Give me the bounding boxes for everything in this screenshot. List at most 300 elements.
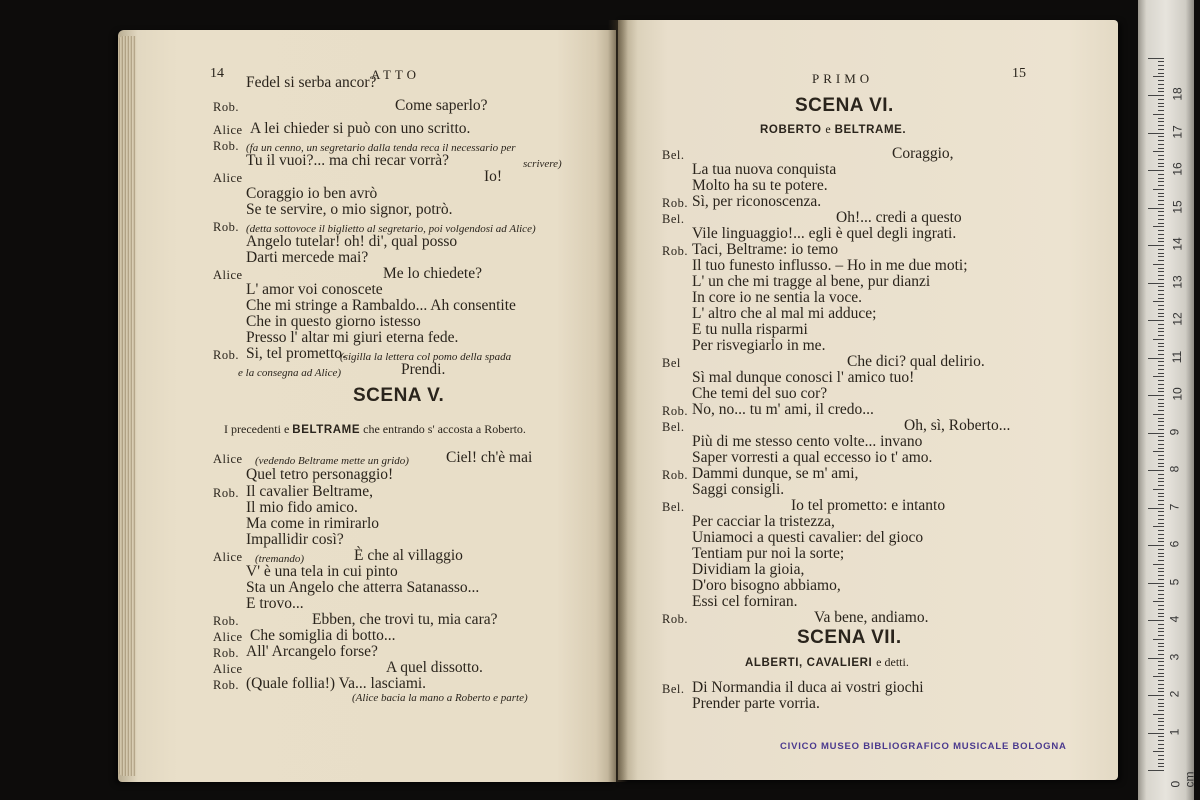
ruler-label: 0 cm [1168, 771, 1197, 788]
speaker-label: Bel [662, 356, 681, 370]
speaker-label: Rob. [662, 244, 688, 258]
ruler-tick [1153, 414, 1164, 415]
verse-line: Oh!... credi a questo [836, 209, 962, 226]
ruler-tick [1158, 298, 1164, 299]
ruler-tick [1153, 601, 1164, 602]
stage-direction: (detta sottovoce il biglietto al segretario, poi volgendosi ad Alice) [246, 223, 536, 235]
speaker-label: Alice [213, 123, 243, 137]
ruler-tick [1158, 661, 1164, 662]
verse-line: Vile linguaggio!... egli è quel degli ingrati. [692, 225, 957, 242]
ruler-tick [1158, 166, 1164, 167]
verse-line: Angelo tutelar! oh! di', qual posso [246, 233, 458, 250]
verse-line: (Quale follia!) Va... lasciami. [246, 675, 427, 692]
ruler-label: 5 [1167, 578, 1182, 585]
ruler-tick [1158, 354, 1164, 355]
ruler-tick [1158, 309, 1164, 310]
ruler-label: 10 [1170, 387, 1185, 401]
ruler-tick [1158, 290, 1164, 291]
verse-line: E trovo... [246, 595, 304, 612]
ruler-tick [1158, 399, 1164, 400]
ruler-label: 2 [1167, 690, 1182, 698]
ruler-tick [1158, 136, 1164, 137]
ruler-tick [1158, 688, 1164, 689]
ruler-tick [1153, 526, 1164, 527]
verse-line: Essi cel forniran. [692, 593, 798, 610]
ruler-tick [1158, 61, 1164, 62]
page-number-right: 15 [1012, 66, 1026, 81]
verse-line: Il cavalier Beltrame, [246, 483, 373, 500]
ruler-tick [1158, 673, 1164, 674]
ruler-tick [1148, 508, 1164, 509]
ruler-tick [1158, 680, 1164, 681]
ruler-tick [1158, 99, 1164, 100]
ruler-tick [1158, 571, 1164, 572]
ruler-tick [1153, 714, 1164, 715]
ruler-tick [1158, 219, 1164, 220]
scene-vi-heading: SCENA VI. [795, 95, 894, 116]
ruler-tick [1158, 69, 1164, 70]
verse-line: Impallidir così? [246, 531, 344, 548]
speaker-label: Rob. [213, 100, 239, 114]
speaker-label: Alice [213, 452, 243, 466]
ruler-tick [1158, 406, 1164, 407]
ruler-tick [1158, 721, 1164, 722]
ruler-tick [1148, 245, 1164, 246]
ruler-tick [1158, 305, 1164, 306]
verse-line: Che mi stringe a Rambaldo... Ah consentite [246, 297, 516, 314]
ruler-label: 15 [1170, 199, 1185, 214]
ruler-tick [1158, 579, 1164, 580]
ruler-tick [1158, 631, 1164, 632]
ruler-tick [1153, 451, 1164, 452]
ruler-tick [1158, 316, 1164, 317]
ruler-tick [1158, 155, 1164, 156]
ruler-tick [1158, 616, 1164, 617]
ruler-tick [1148, 58, 1164, 59]
verse-line: Dammi dunque, se m' ami, [692, 465, 859, 482]
ruler-tick [1153, 151, 1164, 152]
verse-line: No, no... tu m' ami, il credo... [692, 401, 874, 418]
ruler-tick [1153, 639, 1164, 640]
ruler-tick [1158, 613, 1164, 614]
ruler-tick [1158, 181, 1164, 182]
ruler-tick [1158, 84, 1164, 85]
speaker-label: Rob. [213, 646, 239, 660]
verse-line: Come saperlo? [395, 97, 488, 114]
ruler-tick [1148, 170, 1164, 171]
ruler-tick [1158, 121, 1164, 122]
ruler-tick [1158, 91, 1164, 92]
speaker-label: Bel. [662, 148, 685, 162]
scene-vi-char-a: ROBERTO [760, 124, 822, 136]
speaker-label: Alice [213, 662, 243, 676]
speaker-label: Alice [213, 630, 243, 644]
library-stamp: CIVICO MUSEO BIBLIOGRAFICO MUSICALE BOLOGNA [780, 741, 1067, 752]
ruler-label: 3 [1167, 653, 1182, 660]
ruler-tick [1158, 744, 1164, 745]
ruler-tick [1158, 515, 1164, 516]
ruler-tick [1153, 301, 1164, 302]
ruler-tick [1153, 264, 1164, 265]
verse-line: Coraggio io ben avrò [246, 185, 378, 202]
scene-vi-and: e [825, 122, 831, 136]
stage-direction: e la consegna ad Alice) [238, 367, 342, 379]
verse-line: Prender parte vorria. [692, 695, 820, 712]
ruler-tick [1158, 343, 1164, 344]
ruler-tick [1158, 286, 1164, 287]
ruler-label: 7 [1167, 503, 1182, 510]
verse-line: Sì mal dunque conosci l' amico tuo! [692, 369, 915, 386]
ruler-tick [1158, 391, 1164, 392]
verse-line: Presso l' altar mi giuri eterna fede. [246, 329, 459, 346]
ruler-tick [1158, 118, 1164, 119]
ruler-tick [1158, 729, 1164, 730]
ruler-tick [1158, 369, 1164, 370]
ruler-tick [1153, 114, 1164, 115]
verse-line: Tu il vuoi?... ma chi recar vorrà? [246, 152, 450, 169]
ruler-tick [1148, 320, 1164, 321]
ruler-tick [1158, 628, 1164, 629]
verse-line: La tua nuova conquista [692, 161, 837, 178]
verse-line: In core io ne sentia la voce. [692, 289, 862, 306]
verse-line: V' è una tela in cui pinto [246, 563, 398, 580]
ruler-tick [1158, 335, 1164, 336]
ruler-tick [1158, 211, 1164, 212]
ruler-tick [1158, 500, 1164, 501]
ruler-tick [1158, 684, 1164, 685]
stage-direction: (vedendo Beltrame mette un grido) [255, 455, 409, 467]
verse-line: Che in questo giorno istesso [246, 313, 421, 330]
ruler-tick [1158, 466, 1164, 467]
ruler-tick [1158, 478, 1164, 479]
verse-line: Sta un Angelo che atterra Satanasso... [246, 579, 480, 596]
ruler-tick [1158, 403, 1164, 404]
ruler-tick [1158, 736, 1164, 737]
verse-line: Per risvegiarlo in me. [692, 337, 826, 354]
verse-line: Uniamoci a questi cavalier: del gioco [692, 529, 924, 546]
scene-vii-char-a: ALBERTI, CAVALIERI [745, 657, 873, 669]
speaker-label: Bel. [662, 420, 685, 434]
ruler-tick [1148, 770, 1164, 771]
ruler-label: 1 [1167, 728, 1182, 735]
scene-v-intro-pre: I precedenti e [224, 422, 290, 436]
ruler-tick [1158, 511, 1164, 512]
ruler-tick [1148, 395, 1164, 396]
ruler-tick [1158, 271, 1164, 272]
ruler-tick [1158, 481, 1164, 482]
ruler-tick [1158, 586, 1164, 587]
ruler-label: 6 [1167, 540, 1182, 548]
ruler-tick [1158, 609, 1164, 610]
ruler-tick [1158, 474, 1164, 475]
speaker-label: Rob. [213, 614, 239, 628]
ruler-tick [1153, 751, 1164, 752]
verse-line: Che temi del suo cor? [692, 385, 828, 402]
ruler-tick [1158, 200, 1164, 201]
ruler-tick [1153, 564, 1164, 565]
speaker-label: Rob. [213, 486, 239, 500]
ruler-tick [1158, 331, 1164, 332]
ruler-label: 17 [1170, 124, 1185, 139]
speaker-label: Bel. [662, 682, 685, 696]
ruler-tick [1153, 376, 1164, 377]
ruler-tick [1158, 553, 1164, 554]
ruler-label: 12 [1170, 312, 1185, 326]
ruler-tick [1148, 733, 1164, 734]
verse-line: Ma come in rimirarlo [246, 515, 379, 532]
ruler-tick [1158, 163, 1164, 164]
verse-line: Che somiglia di botto... [250, 627, 396, 644]
ruler-tick [1158, 519, 1164, 520]
verse-line: Ciel! ch'è mai [446, 449, 533, 466]
ruler-tick [1158, 324, 1164, 325]
verse-line: Taci, Beltrame: io temo [692, 241, 839, 258]
speaker-label: Rob. [662, 468, 688, 482]
ruler-tick [1158, 523, 1164, 524]
ruler-tick [1158, 429, 1164, 430]
ruler-tick [1158, 268, 1164, 269]
ruler-tick [1158, 65, 1164, 66]
speaker-label: Rob. [213, 678, 239, 692]
ruler-tick [1158, 575, 1164, 576]
ruler-label: 8 [1167, 465, 1182, 473]
ruler-tick [1158, 485, 1164, 486]
ruler-tick [1158, 740, 1164, 741]
verse-line: Me lo chiedete? [383, 265, 482, 282]
verse-line: Sì, per riconoscenza. [692, 193, 822, 210]
speaker-label: Alice [213, 550, 243, 564]
scene-vii-heading: SCENA VII. [797, 627, 902, 648]
ruler-label: 18 [1170, 87, 1185, 101]
verse-line: Darti mercede mai? [246, 249, 369, 266]
speaker-label: Alice [213, 171, 243, 185]
ruler-tick [1158, 421, 1164, 422]
verse-line: Il mio fido amico. [246, 499, 358, 516]
ruler-tick [1158, 530, 1164, 531]
ruler-tick [1158, 110, 1164, 111]
ruler-label: 9 [1167, 428, 1182, 435]
ruler-tick [1158, 373, 1164, 374]
ruler-tick [1158, 541, 1164, 542]
ruler-tick [1158, 725, 1164, 726]
ruler-tick [1158, 410, 1164, 411]
ruler-tick [1148, 208, 1164, 209]
stage-direction: (sigilla la lettera col pomo della spada [340, 351, 512, 363]
ruler-tick [1158, 241, 1164, 242]
ruler-tick [1148, 620, 1164, 621]
ruler-tick [1158, 436, 1164, 437]
verse-line: È che al villaggio [354, 547, 463, 564]
ruler-tick [1148, 583, 1164, 584]
ruler-tick [1158, 425, 1164, 426]
scene-v-intro [224, 421, 526, 438]
ruler-tick [1158, 665, 1164, 666]
running-head-left: ATTO [371, 67, 420, 82]
ruler-tick [1153, 339, 1164, 340]
verse-line: Il tuo funesto influsso. – Ho in me due moti; [692, 257, 968, 274]
stage-direction: (fa un cenno, un segretario dalla tenda reca il necessario per [246, 142, 516, 154]
ruler-tick [1153, 226, 1164, 227]
ruler-tick [1158, 361, 1164, 362]
ruler-tick [1148, 545, 1164, 546]
ruler-tick [1158, 440, 1164, 441]
ruler-tick [1158, 106, 1164, 107]
ruler-tick [1158, 418, 1164, 419]
ruler-tick [1158, 148, 1164, 149]
ruler-tick [1158, 144, 1164, 145]
ruler-tick [1158, 703, 1164, 704]
ruler-tick [1158, 444, 1164, 445]
ruler-tick [1148, 433, 1164, 434]
ruler-tick [1158, 328, 1164, 329]
ruler-tick [1158, 174, 1164, 175]
ruler-tick [1158, 103, 1164, 104]
ruler-tick [1158, 748, 1164, 749]
ruler-tick [1148, 695, 1164, 696]
ruler-tick [1158, 463, 1164, 464]
ruler-tick [1158, 380, 1164, 381]
ruler-tick [1158, 253, 1164, 254]
verse-line: D'oro bisogno abbiamo, [692, 577, 841, 594]
speaker-label: Rob. [213, 348, 239, 362]
scene-vii-characters [745, 654, 909, 671]
ruler-tick [1158, 294, 1164, 295]
verse-line: All' Arcangelo forse? [246, 643, 378, 660]
verse-line: Molto ha su te potere. [692, 177, 828, 194]
page-number-left: 14 [210, 66, 224, 81]
ruler-tick [1158, 560, 1164, 561]
ruler-tick [1158, 534, 1164, 535]
ruler-tick [1158, 496, 1164, 497]
verse-line: Per cacciar la tristezza, [692, 513, 835, 530]
ruler-tick [1158, 755, 1164, 756]
ruler-tick [1158, 140, 1164, 141]
ruler-tick [1158, 594, 1164, 595]
ruler-tick [1158, 718, 1164, 719]
verse-line: Tentiam pur noi la sorte; [692, 545, 845, 562]
ruler-tick [1158, 635, 1164, 636]
ruler-tick [1158, 80, 1164, 81]
ruler-label: 14 [1170, 237, 1185, 251]
verse-line: L' un che mi tragge al bene, pur dianzi [692, 273, 931, 290]
ruler-tick [1158, 159, 1164, 160]
ruler-tick [1158, 504, 1164, 505]
ruler-tick [1158, 196, 1164, 197]
speaker-label: Bel. [662, 500, 685, 514]
ruler-tick [1148, 283, 1164, 284]
ruler-tick [1153, 76, 1164, 77]
ruler-tick [1158, 193, 1164, 194]
verse-line: Oh, sì, Roberto... [904, 417, 1011, 434]
ruler-label: 13 [1170, 274, 1185, 289]
running-head-right: PRIMO [812, 71, 874, 86]
ruler-tick [1158, 654, 1164, 655]
scene-vii-and: e detti. [876, 655, 909, 669]
ruler-tick [1158, 234, 1164, 235]
scene-v-heading: SCENA V. [353, 385, 445, 406]
ruler-tick [1158, 556, 1164, 557]
ruler-tick [1158, 223, 1164, 224]
ruler-tick [1158, 568, 1164, 569]
ruler-tick [1158, 710, 1164, 711]
ruler-tick [1153, 189, 1164, 190]
ruler-tick [1158, 125, 1164, 126]
ruler-tick [1158, 279, 1164, 280]
ruler-tick [1158, 350, 1164, 351]
verse-line: Più di me stesso cento volte... invano [692, 433, 923, 450]
ruler-tick [1158, 384, 1164, 385]
ruler-tick [1158, 313, 1164, 314]
ruler-label: 11 [1170, 350, 1185, 363]
verse-line: A quel dissotto. [386, 659, 483, 676]
ruler-tick [1158, 538, 1164, 539]
ruler-tick [1158, 388, 1164, 389]
verse-line: Saggi consigli. [692, 481, 785, 498]
ruler-tick [1158, 455, 1164, 456]
ruler-tick [1158, 185, 1164, 186]
ruler-tick [1158, 204, 1164, 205]
verse-line: L' amor voi conoscete [246, 281, 383, 298]
verse-line: Dividiam la gioia, [692, 561, 805, 578]
speaker-label: Bel. [662, 212, 685, 226]
ruler-tick [1158, 73, 1164, 74]
scene-v-intro-name: BELTRAME [292, 424, 361, 436]
ruler-tick [1158, 260, 1164, 261]
ruler-tick [1158, 590, 1164, 591]
verse-line: Saper vorresti a qual eccesso io t' amo. [692, 449, 933, 466]
ruler-tick [1148, 470, 1164, 471]
ruler-tick [1158, 230, 1164, 231]
stage-direction: (tremando) [255, 553, 305, 565]
speaker-label: Rob. [662, 196, 688, 210]
ruler-tick [1148, 658, 1164, 659]
verse-line: Ebben, che trovi tu, mia cara? [312, 611, 498, 628]
verse-line: E tu nulla risparmi [692, 321, 808, 338]
verse-line: Io tel prometto: e intanto [791, 497, 946, 514]
ruler-tick [1158, 238, 1164, 239]
scene-vi-char-b: BELTRAME. [834, 124, 907, 136]
verse-line: Di Normandia il duca ai vostri giochi [692, 679, 924, 696]
ruler-tick [1148, 133, 1164, 134]
verse-line: Io! [484, 168, 503, 185]
ruler-tick [1158, 624, 1164, 625]
ruler-tick [1153, 676, 1164, 677]
ruler-tick [1158, 763, 1164, 764]
verse-line: Se te servire, o mio signor, potrò. [246, 201, 453, 218]
ruler-tick [1158, 691, 1164, 692]
ruler-tick [1153, 489, 1164, 490]
speaker-label: Rob. [213, 139, 239, 153]
ruler-tick [1148, 358, 1164, 359]
speaker-label: Alice [213, 268, 243, 282]
verse-line: Che dici? qual delirio. [847, 353, 985, 370]
speaker-label: Rob. [213, 220, 239, 234]
ruler-tick [1158, 459, 1164, 460]
ruler-tick [1158, 275, 1164, 276]
scene-v-intro-post: che entrando s' accosta a Roberto. [363, 422, 526, 436]
ruler-tick [1158, 669, 1164, 670]
verse-line: Fedel si serba ancor? [246, 74, 377, 91]
ruler-tick [1158, 448, 1164, 449]
verse-line: L' altro che al mal mi adduce; [692, 305, 877, 322]
ruler-tick [1158, 88, 1164, 89]
ruler-tick [1158, 650, 1164, 651]
verse-line: Va bene, andiamo. [814, 609, 929, 626]
ruler-tick [1158, 766, 1164, 767]
ruler-label: 4 [1167, 615, 1182, 623]
ruler-tick [1158, 129, 1164, 130]
ruler-tick [1148, 95, 1164, 96]
